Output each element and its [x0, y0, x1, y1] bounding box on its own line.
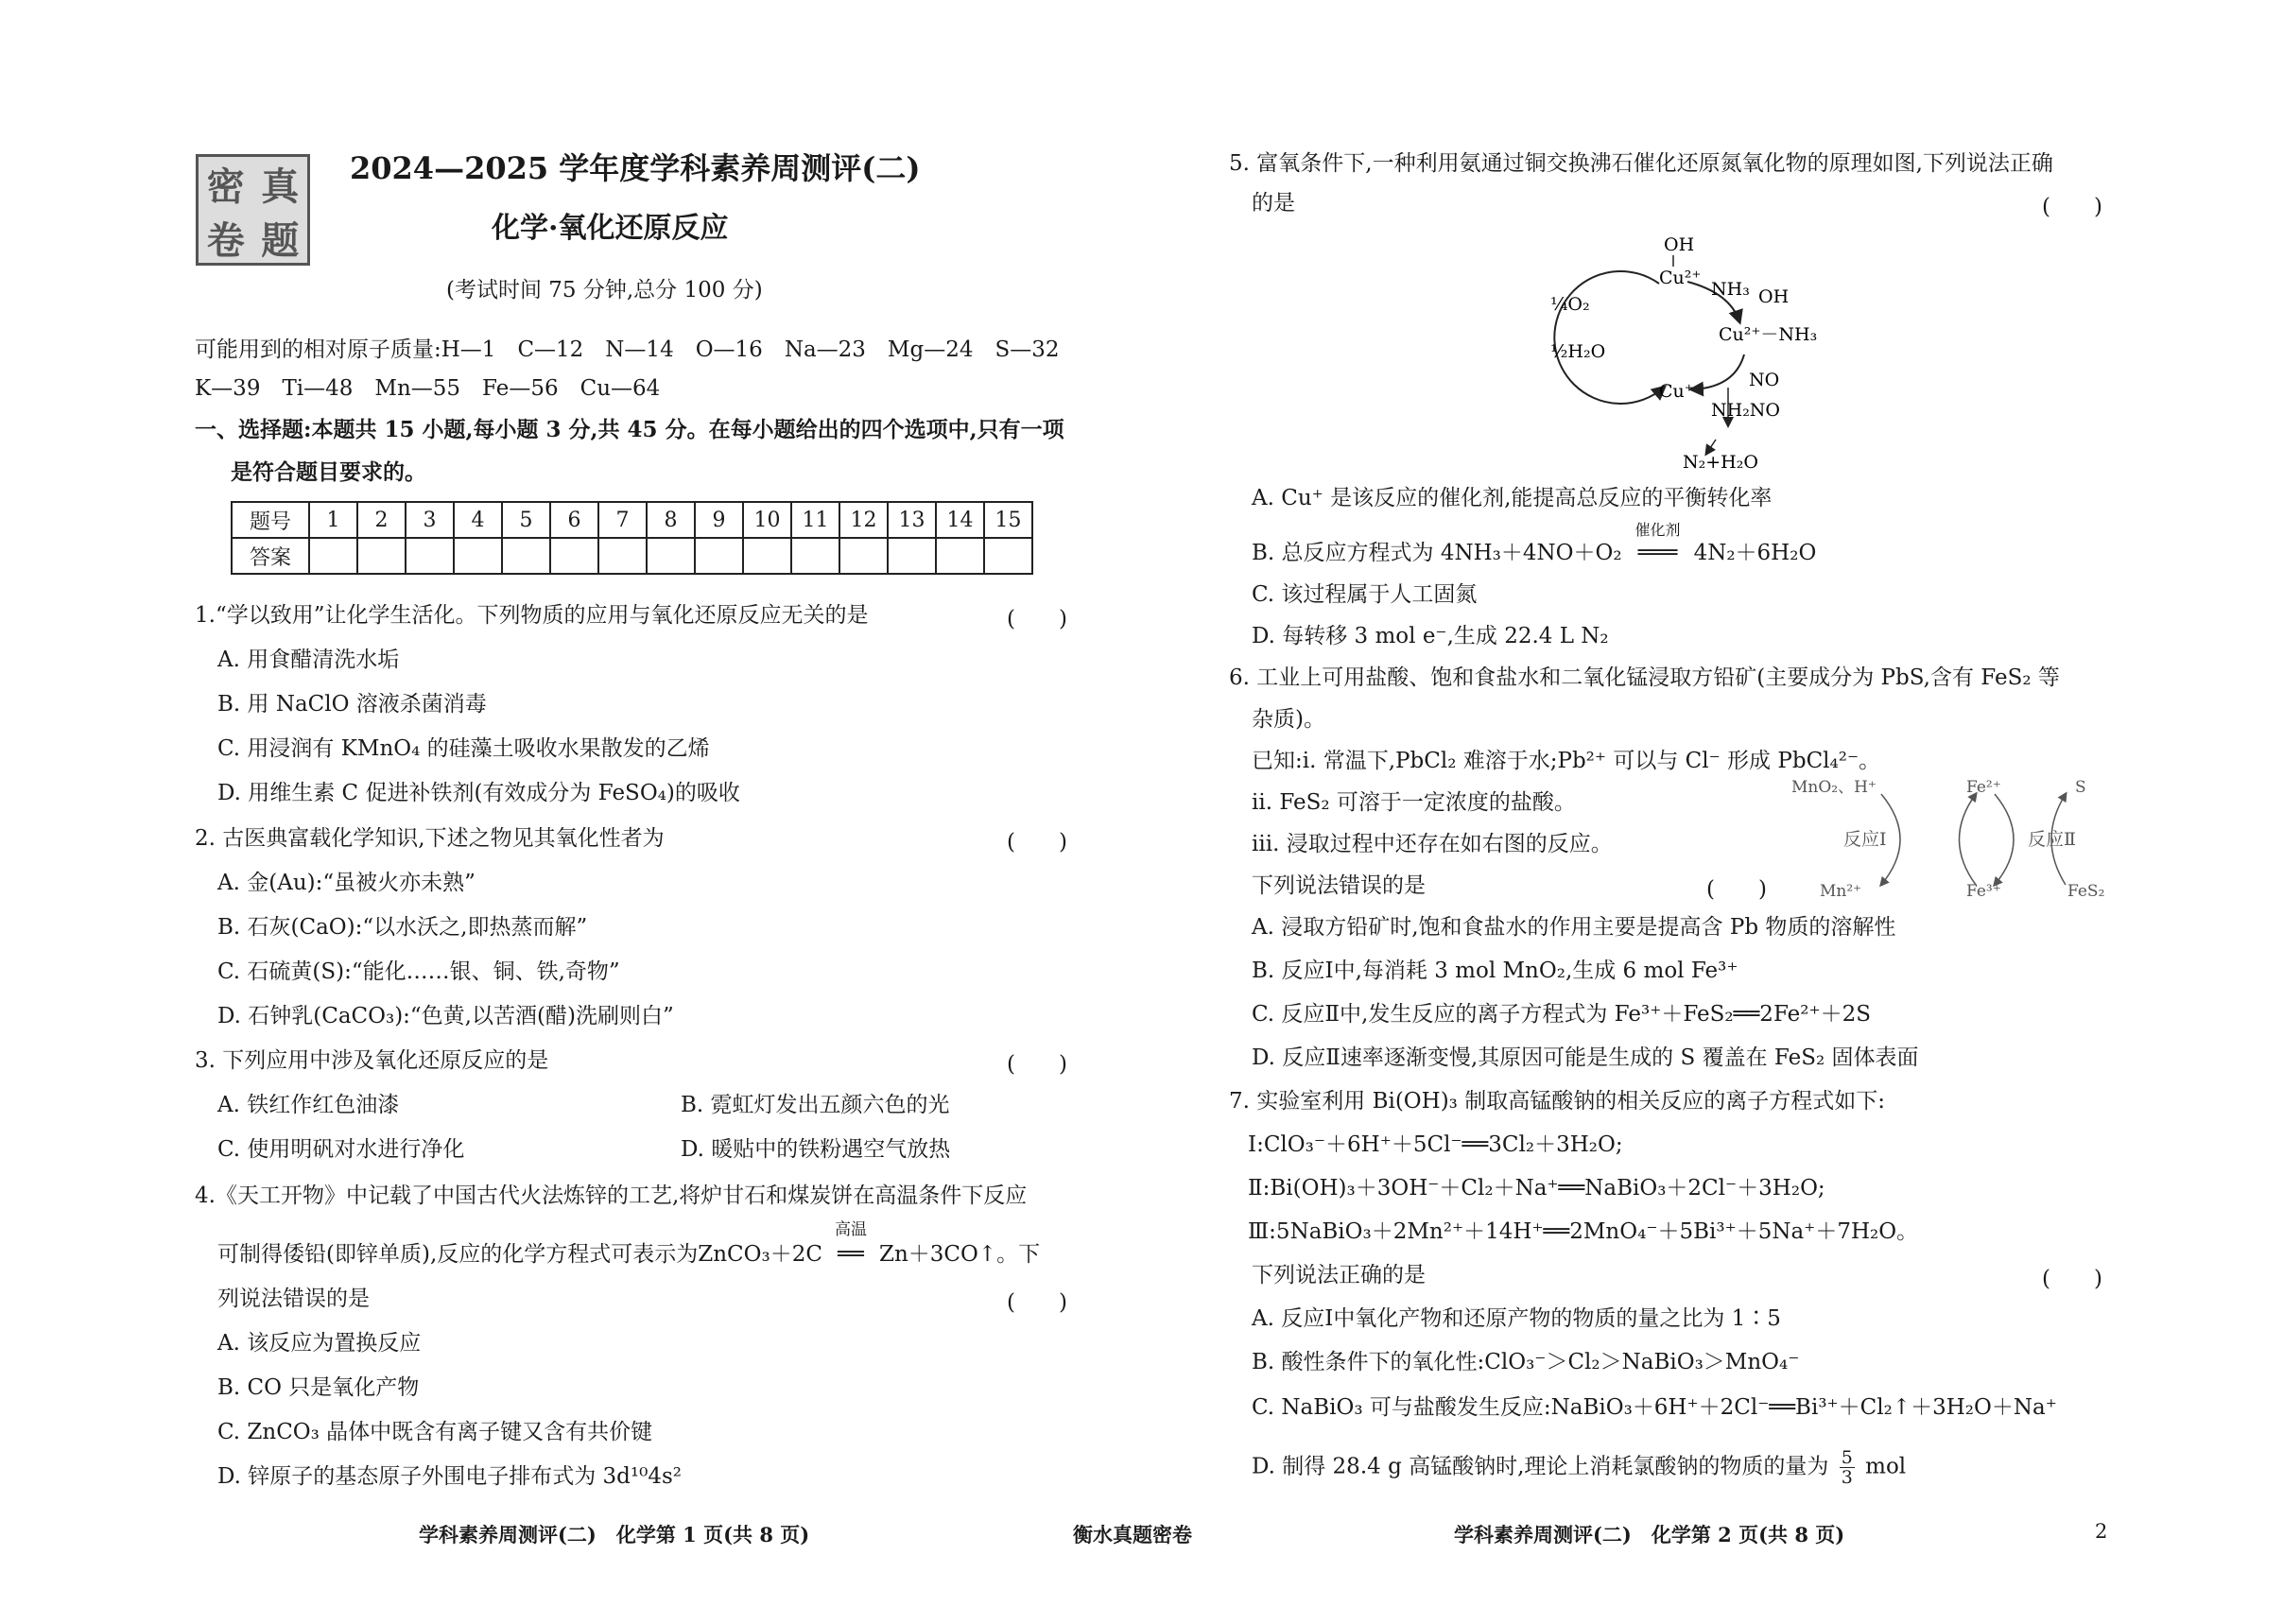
diagram-label: OH: [1664, 234, 1695, 255]
option: B. 用 NaClO 溶液杀菌消毒: [217, 692, 487, 717]
question-stem: 4.《天工开物》中记载了中国古代火法炼锌的工艺,将炉甘石和煤炭饼在高温条件下反应: [195, 1183, 1028, 1208]
option: C. 该过程属于人工固氮: [1252, 582, 1478, 607]
equation-part: 可制得倭铅(即锌单质),反应的化学方程式可表示为ZnCO₃＋2C: [217, 1242, 822, 1267]
table-row: [232, 502, 1032, 538]
diagram-label: ¼O₂: [1550, 294, 1590, 315]
answer-cell[interactable]: [454, 538, 502, 574]
answer-table: [231, 501, 1033, 575]
answer-paren: ( ): [1007, 1052, 1067, 1077]
equation: Ⅲ:5NaBiO₃＋2Mn²⁺＋14H⁺══2MnO₄⁻＋5Bi³⁺＋5Na⁺＋7H₂O。: [1248, 1219, 1919, 1244]
known-info: iii. 浸取过程中还存在如右图的反应。: [1252, 832, 1613, 856]
answer-cell[interactable]: [888, 538, 936, 574]
question-stem: 3. 下列应用中涉及氧化还原反应的是: [195, 1048, 549, 1073]
answer-cell[interactable]: [598, 538, 647, 574]
option: B. 酸性条件下的氧化性:ClO₃⁻＞Cl₂＞NaBiO₃＞MnO₄⁻: [1252, 1350, 1800, 1374]
option: D. 锌原子的基态原子外围电子排布式为 3d¹⁰4s²: [217, 1464, 683, 1489]
option-text: mol: [1865, 1454, 1907, 1479]
cycle-arc-bottom: [1692, 354, 1744, 389]
question-stem: 6. 工业上可用盐酸、饱和食盐水和二氧化锰浸取方铅矿(主要成分为 PbS,含有 FeS₂ 等: [1229, 665, 2060, 690]
page-title: 2024—2025 学年度学科素养周测评(二): [350, 150, 921, 186]
diagram-label: ½H₂O: [1550, 341, 1606, 362]
left-page: [189, 0, 1087, 1624]
answer-paren: ( ): [1007, 1290, 1067, 1315]
equation: Ⅰ:ClO₃⁻＋6H⁺＋5Cl⁻══3Cl₂＋3H₂O;: [1248, 1132, 1623, 1157]
equation-part: 4N₂＋6H₂O: [1693, 541, 1817, 565]
known-info: 已知:i. 常温下,PbCl₂ 难溶于水;Pb²⁺ 可以与 Cl⁻ 形成 PbCl₄²⁻。: [1252, 749, 1881, 773]
question-stem: 7. 实验室利用 Bi(OH)₃ 制取高锰酸钠的相关反应的离子方程式如下:: [1229, 1089, 1885, 1114]
diagram-label: Fe³⁺: [1966, 882, 2001, 901]
table-cell: 1: [309, 502, 357, 538]
table-row: [232, 538, 1032, 574]
table-cell: 15: [984, 502, 1032, 538]
logo-char: 卷: [206, 218, 245, 263]
table-cell: 9: [695, 502, 743, 538]
table-cell: 10: [743, 502, 791, 538]
section-heading: 是符合题目要求的。: [231, 459, 426, 485]
cycle-arc-left: [1554, 271, 1664, 404]
answer-paren: ( ): [2042, 195, 2102, 219]
logo-char: 题: [261, 218, 300, 263]
option-text: D. 制得 28.4 g 高锰酸钠时,理论上消耗氯酸钠的物质的量为: [1252, 1454, 1829, 1479]
answer-cell[interactable]: [936, 538, 984, 574]
question-stem: 列说法错误的是: [217, 1287, 370, 1311]
table-cell: 4: [454, 502, 502, 538]
answer-cell[interactable]: [695, 538, 743, 574]
table-header: 题号: [232, 502, 309, 538]
question-stem: [217, 1220, 1041, 1269]
option: D. 每转移 3 mol e⁻,生成 22.4 L N₂: [1252, 624, 1609, 648]
diagram-label: Fe²⁺: [1966, 778, 2001, 797]
table-cell: 8: [647, 502, 695, 538]
diagram-label: Cu⁺: [1659, 381, 1694, 402]
diagram-label: FeS₂: [2067, 882, 2105, 901]
atomic-mass-line: K—39 Ti—48 Mn—55 Fe—56 Cu—64: [195, 376, 661, 401]
page-number: 2: [2095, 1520, 2108, 1543]
option: A. Cu⁺ 是该反应的催化剂,能提高总反应的平衡转化率: [1252, 486, 1773, 510]
logo-char: 密: [206, 164, 245, 209]
option: A. 反应Ⅰ中氧化产物和还原产物的物质的量之比为 1∶5: [1252, 1306, 1781, 1331]
diagram-label: MnO₂、H⁺: [1791, 778, 1877, 797]
option: B. 反应Ⅰ中,每消耗 3 mol MnO₂,生成 6 mol Fe³⁺: [1252, 959, 1738, 983]
diagram-label: 反应Ⅱ: [2028, 829, 2076, 850]
table-cell: 13: [888, 502, 936, 538]
table-cell: 12: [839, 502, 888, 538]
question-stem: 的是: [1252, 191, 1295, 216]
table-cell: 11: [791, 502, 839, 538]
catalytic-cycle-diagram: [1550, 227, 1853, 473]
option: C. 石硫黄(S):“能化……银、铜、铁,奇物”: [217, 959, 620, 984]
fraction-numerator: 5: [1841, 1447, 1853, 1468]
table-cell: 5: [502, 502, 550, 538]
reaction-condition: 催化剂: [1634, 521, 1681, 539]
equation-part: B. 总反应方程式为 4NH₃＋4NO＋O₂: [1252, 541, 1622, 565]
diagram-label: OH: [1758, 286, 1790, 307]
equation-part: Zn＋3CO↑。下: [878, 1242, 1041, 1267]
equation: Ⅱ:Bi(OH)₃＋3OH⁻＋Cl₂＋Na⁺══NaBiO₃＋2Cl⁻＋3H₂O;: [1248, 1176, 1825, 1201]
diagram-label: Mn²⁺: [1820, 882, 1862, 901]
question-stem: 5. 富氧条件下,一种利用氨通过铜交换沸石催化还原氮氧化物的原理如图,下列说法正确: [1229, 151, 2053, 176]
question-stem: 1.“学以致用”让化学生活化。下列物质的应用与氧化还原反应无关的是: [195, 603, 869, 628]
known-info: ii. FeS₂ 可溶于一定浓度的盐酸。: [1252, 790, 1576, 815]
answer-cell[interactable]: [309, 538, 357, 574]
reaction-condition: 高温: [834, 1220, 867, 1239]
footer-left: 学科素养周测评(二) 化学第 1 页(共 8 页): [419, 1523, 810, 1546]
right-page: [1229, 0, 2127, 1624]
diagram-label: S: [2075, 778, 2086, 797]
answer-cell[interactable]: [406, 538, 454, 574]
diagram-label: NO: [1749, 370, 1780, 390]
table-cell: 7: [598, 502, 647, 538]
diagram-label: NH₂NO: [1711, 400, 1781, 421]
section-heading: 一、选择题:本题共 15 小题,每小题 3 分,共 45 分。在每小题给出的四个选项中,只有一项: [195, 417, 1064, 442]
option: D. 石钟乳(CaCO₃):“色黄,以苦酒(醋)洗刷则白”: [217, 1004, 674, 1028]
option: D. 用维生素 C 促进补铁剂(有效成分为 FeSO₄)的吸收: [217, 781, 740, 805]
fraction: [1840, 1448, 1855, 1487]
diagram-label: Cu²⁺－NH₃: [1719, 324, 1818, 345]
option: C. 反应Ⅱ中,发生反应的离子方程式为 Fe³⁺＋FeS₂══2Fe²⁺＋2S: [1252, 1002, 1872, 1027]
reaction-arrow: 催化剂 ═══: [1622, 539, 1694, 567]
cycle-arc: [1960, 794, 1977, 885]
footer-center: 衡水真题密卷: [1073, 1523, 1192, 1546]
option: B. CO 只是氧化产物: [217, 1375, 420, 1400]
cycle-arc: [1995, 794, 2014, 885]
answer-cell[interactable]: [839, 538, 888, 574]
fraction-denominator: 3: [1841, 1467, 1853, 1488]
answer-cell[interactable]: [502, 538, 550, 574]
option: B. 石灰(CaO):“以水沃之,即热蒸而解”: [217, 915, 588, 940]
table-cell: 3: [406, 502, 454, 538]
answer-cell[interactable]: [647, 538, 695, 574]
option: C. 使用明矾对水进行净化: [217, 1137, 465, 1162]
option: [1252, 521, 1817, 567]
diagram-label: N₂+H₂O: [1683, 452, 1758, 473]
table-header: 答案: [232, 538, 309, 574]
answer-cell[interactable]: [791, 538, 839, 574]
diagram-label: NH₃: [1711, 279, 1750, 300]
answer-cell[interactable]: [984, 538, 1032, 574]
answer-paren: ( ): [1007, 830, 1067, 855]
option: A. 浸取方铅矿时,饱和食盐水的作用主要是提高含 Pb 物质的溶解性: [1252, 915, 1896, 940]
answer-paren: ( ): [1007, 607, 1067, 631]
option: D. 暖贴中的铁粉遇空气放热: [681, 1137, 951, 1162]
option: A. 铁红作红色油漆: [217, 1093, 400, 1117]
page-subtitle: 化学·氧化还原反应: [492, 212, 729, 245]
option: A. 用食醋清洗水垢: [217, 648, 400, 672]
footer-right: 学科素养周测评(二) 化学第 2 页(共 8 页): [1454, 1523, 1845, 1546]
diagram-label: 反应Ⅰ: [1843, 829, 1887, 850]
answer-cell[interactable]: [357, 538, 406, 574]
option: [1252, 1448, 1906, 1487]
atomic-mass-line: 可能用到的相对原子质量:H—1 C—12 N—14 O—16 Na—23 Mg—24 S—32: [195, 337, 1060, 362]
question-stem: 2. 古医典富载化学知识,下述之物见其氧化性者为: [195, 826, 665, 851]
option: A. 该反应为置换反应: [217, 1331, 422, 1356]
option: B. 霓虹灯发出五颜六色的光: [681, 1093, 950, 1117]
answer-paren: ( ): [2042, 1267, 2102, 1291]
answer-cell[interactable]: [550, 538, 598, 574]
option: D. 反应Ⅱ速率逐渐变慢,其原因可能是生成的 S 覆盖在 FeS₂ 固体表面: [1252, 1045, 1919, 1070]
answer-cell[interactable]: [743, 538, 791, 574]
option: C. 用浸润有 KMnO₄ 的硅藻土吸收水果散发的乙烯: [217, 736, 710, 761]
table-cell: 14: [936, 502, 984, 538]
option: A. 金(Au):“虽被火亦未熟”: [217, 871, 476, 895]
question-ask: 下列说法错误的是: [1252, 873, 1426, 898]
logo-char: 真: [261, 164, 300, 209]
redox-cycle-diagram: [1791, 773, 2113, 906]
diagram-label: Cu²⁺: [1659, 268, 1702, 288]
question-stem: 杂质)。: [1252, 707, 1325, 732]
reaction-arrow: 高温 ══: [822, 1240, 879, 1269]
table-cell: 6: [550, 502, 598, 538]
question-ask: 下列说法正确的是: [1252, 1263, 1426, 1287]
option: C. NaBiO₃ 可与盐酸发生反应:NaBiO₃＋6H⁺＋2Cl⁻══Bi³⁺＋Cl₂↑＋3H₂O＋Na⁺: [1252, 1395, 2057, 1420]
time-note: (考试时间 75 分钟,总分 100 分): [446, 278, 763, 302]
answer-paren: ( ): [1706, 877, 1767, 902]
table-cell: 2: [357, 502, 406, 538]
option: C. ZnCO₃ 晶体中既含有离子键又含有共价键: [217, 1420, 653, 1444]
